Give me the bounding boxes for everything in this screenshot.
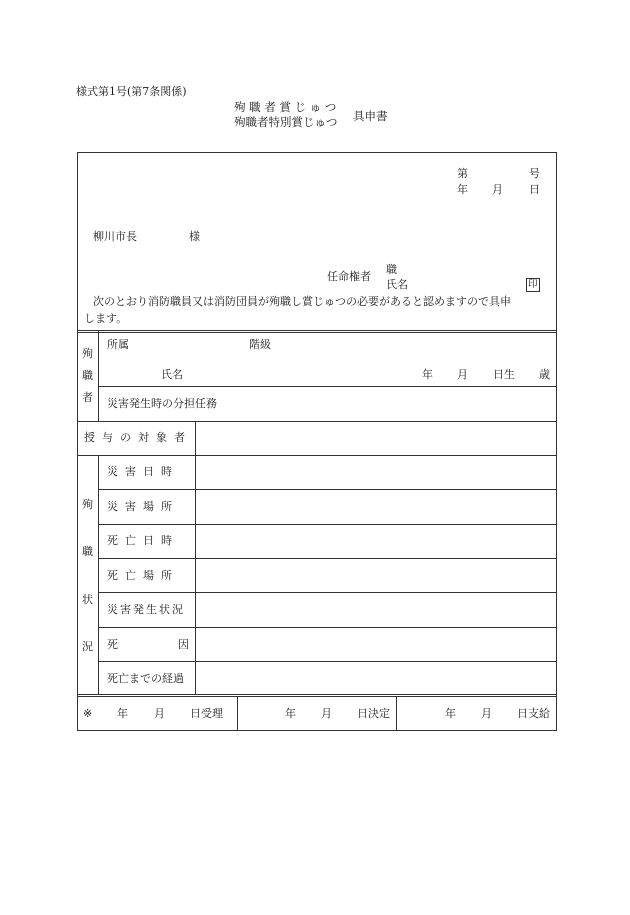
situation-row-3: 死亡日時 [107, 534, 179, 547]
name-label: 氏名 [161, 368, 183, 381]
title-line-1: 殉 職 者 賞 じ ゅ つ [234, 100, 337, 114]
seal-mark: 印 [528, 279, 538, 290]
duty-label: 災害発生時の分担任務 [107, 397, 217, 410]
statement-line-1: 次のとおり消防職員又は消防団員が殉職し賞じゅつの必要があると認めますので具申 [93, 295, 511, 308]
date-day: 日 [529, 183, 540, 196]
title-suffix: 具申書 [353, 109, 388, 123]
authority-label: 任命権者 [327, 270, 371, 283]
date-year: 年 [457, 183, 468, 196]
age-label: 歳 [539, 368, 550, 381]
form-number: 様式第1号(第7条関係) [76, 85, 187, 98]
situation-row-2: 災害場所 [107, 500, 179, 513]
number-go: 号 [529, 167, 540, 180]
received-label: 日受理 [190, 707, 223, 720]
situation-row-5: 災害発生状況 [107, 603, 185, 616]
situation-row-4: 死亡場所 [107, 569, 179, 582]
addressee-honorific: 様 [189, 230, 200, 243]
situation-row-6: 死 因 [107, 638, 189, 651]
rank-label: 階級 [249, 338, 271, 351]
addressee-name: 柳川市長 [93, 230, 137, 243]
authority-name-label: 氏名 [386, 278, 408, 291]
number-dai: 第 [457, 167, 468, 180]
paid-year: 年 [445, 707, 456, 720]
date-month: 月 [492, 183, 503, 196]
paid-label: 日支給 [517, 707, 550, 720]
decided-year: 年 [285, 707, 296, 720]
situation-row-1: 災害日時 [107, 465, 179, 478]
decided-label: 日決定 [357, 707, 390, 720]
received-year: 年 [117, 707, 128, 720]
birth-year: 年 [422, 368, 433, 381]
affiliation-label: 所属 [107, 338, 129, 351]
deceased-side-label: 殉 職 者 [82, 347, 93, 404]
decided-month: 月 [321, 707, 332, 720]
birth-month: 月 [457, 368, 468, 381]
paid-month: 月 [481, 707, 492, 720]
birth-day-label: 日生 [493, 368, 515, 381]
office-use-mark: ※ [83, 707, 93, 720]
statement-line-2: します。 [84, 312, 128, 325]
received-month: 月 [154, 707, 165, 720]
recipient-label: 授与の対象者 [84, 431, 192, 444]
situation-row-7: 死亡までの経過 [107, 672, 184, 685]
title-line-2: 殉職者特別賞じゅつ [234, 115, 338, 129]
situation-side-label: 殉 職 状 況 [82, 498, 93, 653]
authority-title-label: 職 [386, 263, 397, 276]
